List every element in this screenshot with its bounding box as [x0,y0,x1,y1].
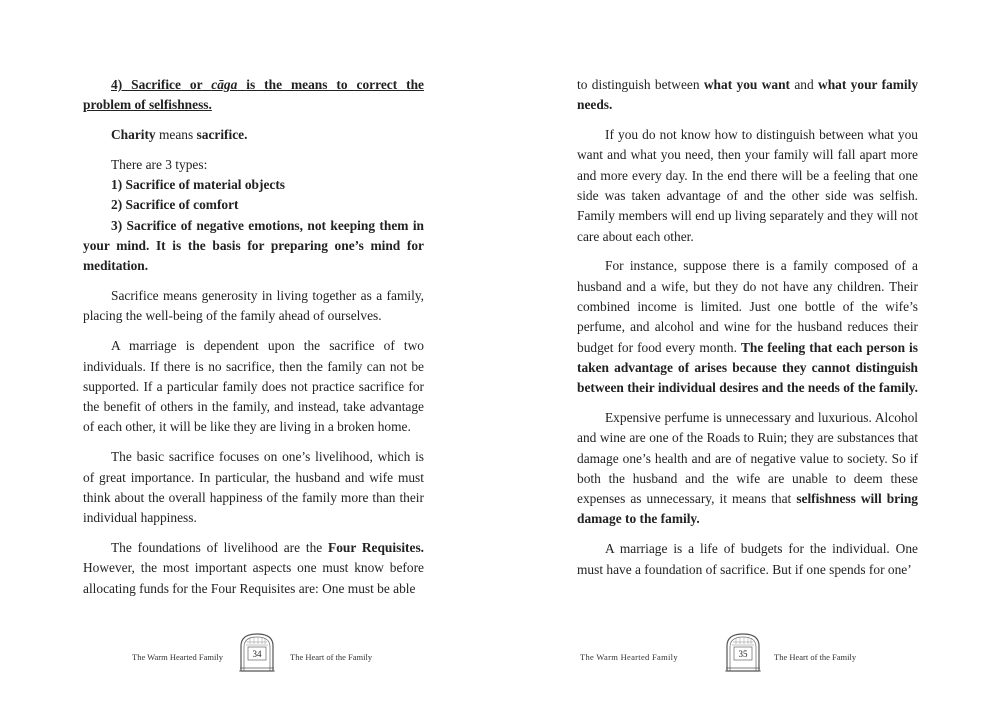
types-list [83,175,424,276]
para2-bold: The feeling that each person is taken advantage of arises because they cannot distinguish between their individual desires and the needs of the family. [577,339,918,396]
continued-paragraph [577,75,918,116]
para4-text-b: However, the most important aspects one must know before allocating funds for the Four Requisites are: One must be able [83,560,424,596]
paragraph: A marriage is a life of budgets for the individual. One must have a foundation of sacrifice. But if one spends for one’ [577,541,918,577]
cont-text-a: to distinguish between [577,77,704,92]
type-item-2: 2) Sacrifice of comfort [111,197,239,213]
charity-line [83,125,424,145]
cont-text-b: and [790,77,819,92]
pali-term: cāga [211,77,238,92]
page-footer [500,632,1000,672]
heading-part1: 4) Sacrifice or [111,77,203,92]
right-page [500,0,1000,707]
charity-bold: Charity [111,127,156,143]
paragraph [577,256,918,398]
arched-doorway-icon [238,632,276,672]
arched-doorway-icon [724,632,762,672]
charity-mid: means [155,127,197,143]
paragraph: The basic sacrifice focuses on one’s livelihood, which is of great importance. In particular, the husband and wife must think about the overall happiness of the family more than their individual happiness. [83,449,424,526]
para4-text-a: The foundations of livelihood are the [111,539,329,555]
family-needs-bold: what your family needs. [577,77,919,113]
type-item-3: 3) Sacrifice of negative emotions, not keeping them in your mind. It is the basis for preparing one’s mind for meditation. [83,217,424,274]
para2-text: For instance, suppose there is a family composed of a husband and a wife, but they do not have any children. Their combined income is limited. Just one bottle of the wife’s perfume, and alcohol and wine for the husband reduces their budget for food every month. [577,258,918,355]
para3-bold: selfishness will bring damage to the family. [577,491,918,527]
page-footer [0,632,500,672]
sacrifice-bold: sacrifice. [196,127,248,143]
paragraph [577,408,918,530]
footer-book-title: The Warm Hearted Family [132,652,223,662]
page-number: 34 [252,649,262,659]
paragraph: Sacrifice means generosity in living together as a family, placing the well-being of the family ahead of ourselves. [83,288,424,324]
four-requisites-bold: Four Requisites. [328,539,424,555]
left-page-body [83,75,424,608]
right-page-body [577,75,918,589]
page-number: 35 [738,649,748,659]
type-item-1: 1) Sacrifice of material objects [111,177,286,193]
types-intro: There are 3 types: [111,156,208,172]
paragraph: If you do not know how to distinguish between what you want and what you need, then your family will fall apart more and more every day. In the end there will be a feeling that one side was taken advantage of and the other side was selfish. Family members will end up living separately and they will not care about each other. [577,127,918,244]
paragraph: A marriage is dependent upon the sacrifice of two individuals. If there is no sacrifice, then the family can not be supported. If a particular family does not practice sacrifice for the benefit of others in the family, and instead, take advantage of each other, it will be like they are living in a broken home. [83,338,424,435]
footer-book-title: The Warm Hearted Family [580,652,678,662]
para3-text: Expensive perfume is unnecessary and luxurious. Alcohol and wine are one of the Roads to Ruin; they are substances that damage one’s health and are of negative value to society. So if both the husband and the wife are unable to deem these expenses as unnecessary, it means that [577,409,918,507]
footer-chapter-title: The Heart of the Family [290,652,373,662]
footer-chapter-title: The Heart of the Family [774,652,857,662]
what-you-want-bold: what you want [703,77,790,92]
heading-part2: is the means to correct the problem of selfishness. [83,77,424,113]
paragraph [83,538,424,599]
section-heading [83,75,424,116]
